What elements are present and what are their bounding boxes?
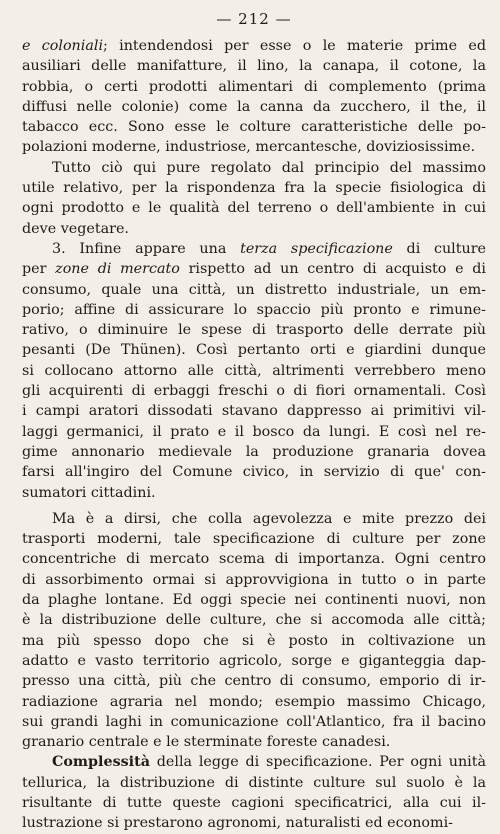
text-line: i campi aratori dissodati stavano dappresso ai primitivi vil-: [22, 403, 486, 420]
text-line: radiazione agraria nel mondo; esempio massimo Chicago,: [22, 693, 486, 710]
text-line: tellurica, la distribuzione di distinte culture sul suolo è la: [22, 774, 486, 791]
text-line: consumo, quale una città, un distretto industriale, un em-: [22, 281, 486, 298]
text-line: trasporti moderni, tale specificazione di culture per zone: [22, 531, 486, 548]
text-line: ma più spesso dopo che si è posto in coltivazione un: [22, 632, 486, 649]
text-line: rativo, o diminuire le spese di trasporto delle derrate più: [22, 322, 486, 339]
paragraph: [22, 158, 486, 239]
paragraph: [22, 239, 486, 503]
text-line: utile relativo, per la rispondenza fra la specie fisiologica di: [22, 180, 486, 197]
text-line: pesanti (De Thünen). Così pertanto orti e giardini dunque: [22, 342, 486, 359]
italic-phrase: zone di mercato: [55, 261, 180, 278]
text-line: si collocano attorno alle città, altrimenti verrebbero meno: [22, 362, 486, 379]
text-line: tabacco ecc. Sono esse le colture caratteristiche delle po-: [22, 119, 486, 136]
page-number: — 212 —: [216, 10, 292, 28]
text-line: ausiliari delle manifatture, il lino, la canapa, il cotone, la: [22, 58, 486, 75]
text-line: porio; affine di assicurare lo spaccio più pronto e rimune-: [22, 301, 486, 318]
text-line: e coloniali; intendendosi per esse o le materie prime ed: [22, 38, 486, 54]
text-line: lustrazione si prestarono agronomi, naturalisti ed economi-: [22, 815, 454, 832]
text-line: granario centrale e le sterminate foreste canadesi.: [22, 734, 391, 751]
text-line: robbia, o certi prodotti alimentari di complemento (prima: [22, 78, 486, 95]
page-body: [22, 36, 486, 834]
text-line: da plaghe lontane. Ed oggi specie nei continenti nuovi, non: [22, 592, 486, 609]
text-line: ogni prodotto e le qualità del terreno o dell'ambiente in cui: [22, 200, 486, 217]
paragraph: [22, 509, 486, 753]
text-line: Complessità della legge di specificazione. Per ogni unità: [52, 754, 486, 771]
italic-phrase: terza specificazione: [240, 240, 393, 257]
text-line: gime annonario medievale la produzione granaria dovea: [22, 443, 486, 460]
paragraph: [22, 752, 486, 833]
text-line: per zone di mercato rispetto ad un centro di acquisto e di: [22, 261, 487, 278]
text-line: concentriche di mercato scema di importanza. Ogni centro: [22, 551, 486, 568]
text-line: Tutto ciò qui pure regolato dal principio del massimo: [52, 159, 486, 176]
text-line: sumatori cittadini.: [22, 484, 156, 501]
text-line: di assorbimento ormai si approvvigiona in tutto o in parte: [22, 571, 486, 588]
italic-phrase: e coloniali: [22, 38, 104, 54]
paragraph: [22, 36, 486, 158]
text-line: deve vegetare.: [22, 220, 129, 237]
text-line: farsi all'ingiro del Comune civico, in servizio di que' con-: [22, 464, 486, 481]
text-line: laggi germanici, il prato e il bosco da lungi. E così nel re-: [22, 423, 486, 440]
text-line: è la distribuzione delle culture, che si accomoda alle città;: [22, 612, 486, 629]
text-line: sui grandi laghi in comunicazione coll'Atlantico, fra il bacino: [22, 713, 486, 730]
text-line: 3. Infine appare una terza specificazione di culture: [52, 240, 487, 257]
text-line: presso una città, più che centro di consumo, emporio di ir-: [22, 673, 486, 690]
text-line: Ma è a dirsi, che colla agevolezza e mite prezzo dei: [52, 510, 486, 527]
text-line: polazioni moderne, industriose, mercantesche, doviziosissime.: [22, 139, 476, 156]
text-line: risultante di tutte queste cagioni specificatrici, alla cui il-: [22, 794, 486, 811]
text-line: diffusi nelle colonie) come la canna da zucchero, il the, il: [22, 98, 486, 115]
text-line: gli acquirenti di erbaggi freschi o di fiori ornamentali. Così: [22, 383, 486, 400]
bold-phrase: Complessità: [52, 754, 150, 771]
text-line: adatto e vasto territorio agricolo, sorge e giganteggia dap-: [22, 652, 486, 669]
